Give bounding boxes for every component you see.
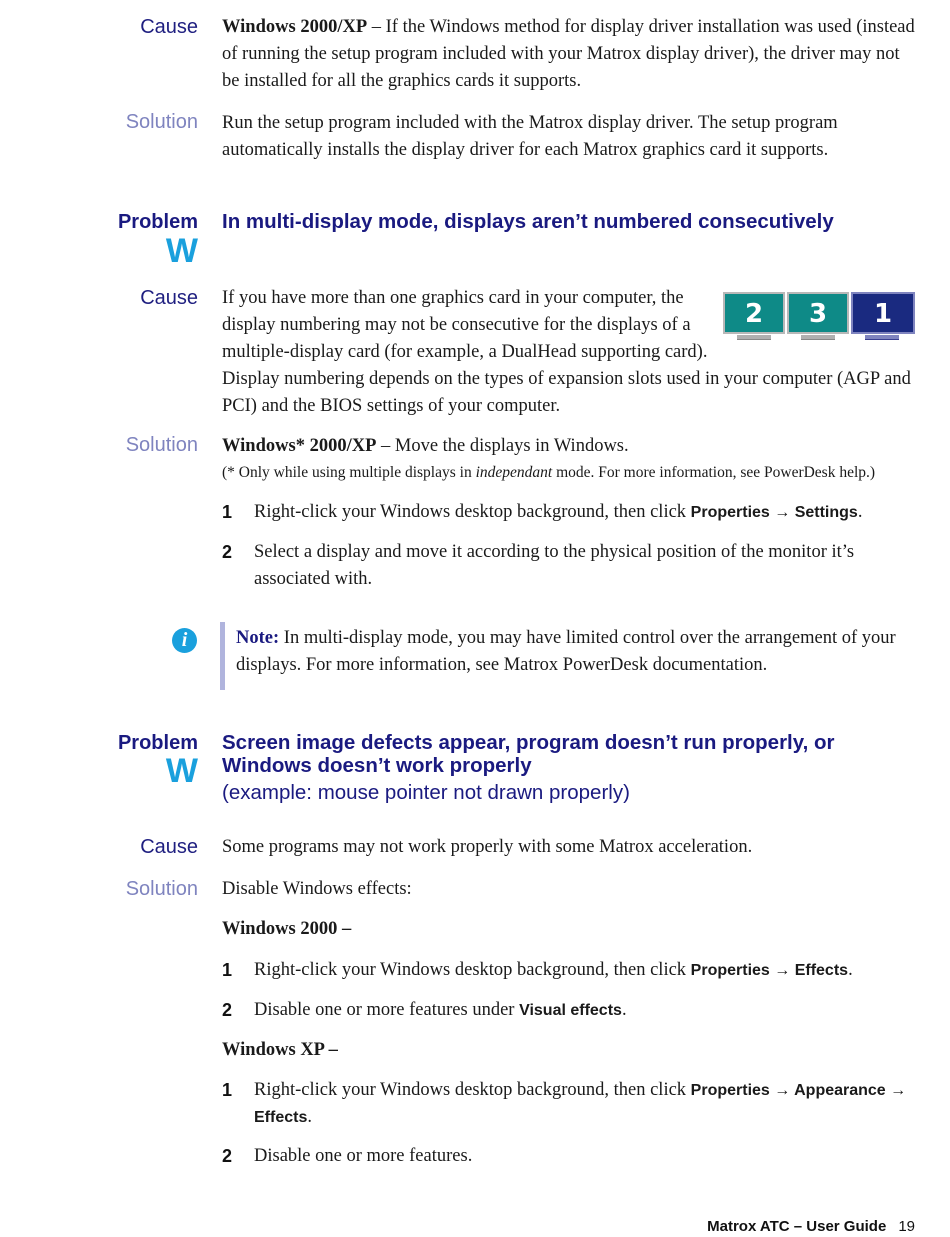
- monitor-icon: [851, 292, 915, 342]
- note-text: Note: In multi-display mode, you may have limited control over the arrangement of your displays. For more information, see Matrox PowerDesk documentation.: [236, 628, 896, 675]
- monitor-number: 1: [873, 299, 893, 329]
- problem-label: Problem: [117, 211, 198, 233]
- step-text: Right-click your Windows desktop background, then click Properties → Appearance → Effects.: [254, 1080, 907, 1127]
- info-icon: i: [172, 628, 197, 653]
- step-number: 1: [222, 502, 233, 522]
- step-number: 2: [222, 542, 233, 562]
- problem-title: In multi-display mode, displays aren’t numbered consecutively: [222, 210, 834, 233]
- cause-label: Cause: [140, 16, 198, 38]
- step-text: Select a display and move it according to the physical position of the monitor it’s associated with.: [254, 542, 855, 589]
- page-number: 19: [898, 1218, 915, 1235]
- solution-text: Disable Windows effects:: [222, 879, 412, 899]
- step-text: Disable one or more features under Visual effects.: [254, 1000, 627, 1020]
- step-number: 1: [222, 960, 233, 980]
- step-text: Right-click your Windows desktop background, then click Properties → Effects.: [254, 960, 853, 980]
- monitor-icon: [723, 292, 785, 342]
- step-text: Disable one or more features.: [254, 1146, 473, 1166]
- solution-footnote: (* Only while using multiple displays in independant mode. For more information, see PowerDesk help.): [222, 464, 876, 481]
- note-bar: [220, 622, 225, 690]
- cause-text: Windows 2000/XP – If the Windows method for display driver installation was used (instead of running the setup program included with your Matrox display driver), the driver may not be installed for all the graphics cards it supports.: [222, 17, 915, 91]
- footer-title: Matrox ATC – User Guide: [707, 1218, 887, 1235]
- solution-text: Run the setup program included with the Matrox display driver. The setup program automatically installs the display driver for each Matrox graphics card it supports.: [222, 113, 838, 160]
- solution-label: Solution: [125, 878, 198, 900]
- problem-title: Screen image defects appear, program doesn’t run properly, or Windows doesn’t work properly: [222, 731, 835, 777]
- cause-label: Cause: [140, 287, 198, 309]
- problem-subtitle: (example: mouse pointer not drawn properly): [222, 781, 630, 804]
- cause-label: Cause: [140, 836, 198, 858]
- solution-label: Solution: [125, 111, 198, 133]
- step-number: 1: [222, 1080, 233, 1100]
- cause-text: Some programs may not work properly with some Matrox acceleration.: [222, 837, 753, 857]
- step-number: 2: [222, 1000, 233, 1020]
- os-subheading: Windows XP –: [222, 1040, 338, 1060]
- page-footer: [707, 1217, 915, 1237]
- monitor-number: 3: [808, 299, 828, 329]
- monitor-icon: [787, 292, 849, 342]
- windows-badge-icon: W: [165, 232, 198, 270]
- windows-badge-icon: W: [165, 752, 198, 790]
- step-number: 2: [222, 1146, 233, 1166]
- step-text: Right-click your Windows desktop background, then click Properties → Settings.: [254, 502, 863, 522]
- solution-label: Solution: [125, 434, 198, 456]
- solution-text: Windows* 2000/XP – Move the displays in Windows.: [222, 436, 629, 456]
- os-subheading: Windows 2000 –: [222, 919, 352, 939]
- cause-text: If you have more than one graphics card in your computer, the display numbering may not be consecutive for the displays of a multiple-display card (for example, a DualHead supporting card). Display numbering depends on the types of expansion slots used in your computer (AGP and PCI) and the BIOS settings of your computer.: [222, 288, 911, 416]
- problem-label: Problem: [117, 732, 198, 754]
- monitor-number: 2: [744, 299, 764, 329]
